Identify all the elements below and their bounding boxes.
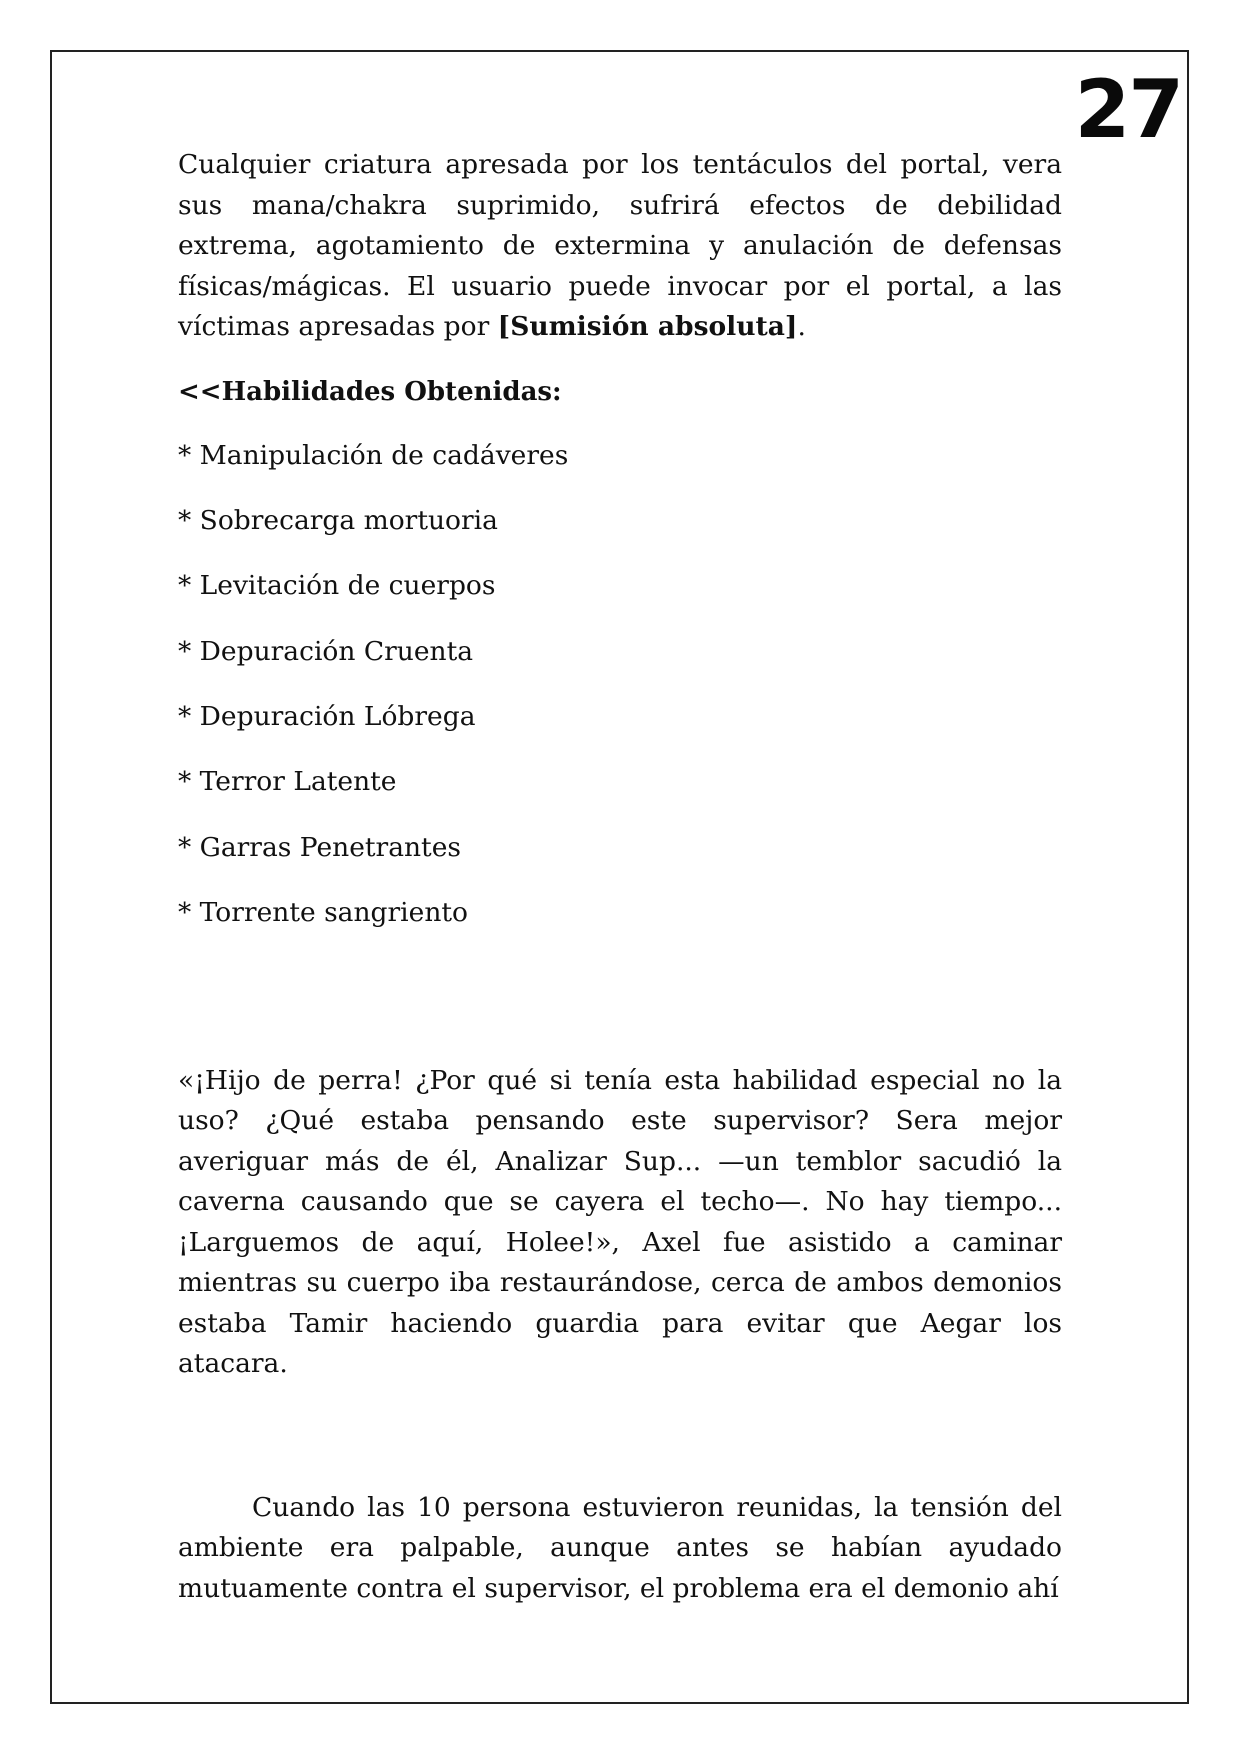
skill-item: * Garras Penetrantes: [178, 831, 461, 863]
skill-item: * Sobrecarga mortuoria: [178, 504, 498, 536]
skill-item: * Depuración Cruenta: [178, 635, 474, 667]
section-gap: [178, 959, 1062, 1061]
sumision-absoluta-term: [Sumisión absoluta]: [497, 311, 798, 342]
paragraph-dialogue: «¡Hijo de perra! ¿Por qué si tenía esta habilidad especial no la uso? ¿Qué estaba pensando este supervisor? Sera mejor averiguar más de él, Analizar Sup... —un temblor sacudió la caverna causando que se cayera el techo—. No hay tiempo... ¡Larguemos de aquí, Holee!», Axel fue asistido a caminar mientras su cuerpo iba restaurándose, cerca de ambos demonios estaba Tamir haciendo guardia para evitar que Aegar los atacara.: [178, 1064, 1062, 1380]
paragraph-portal-effects: [178, 145, 1062, 348]
skill-item: * Torrente sangriento: [178, 897, 469, 929]
paragraph-portal-effects-end: .: [797, 311, 806, 342]
paragraph-portal-effects-text: Cualquier criatura apresada por los tentáculos del portal, vera sus mana/chakra suprimido, sufrirá efectos de debilidad extrema, agotamiento de extermina y anulación de defensas físicas/mágicas. El usuario puede invocar por el portal, a las víctimas apresadas por: [178, 149, 1062, 342]
skills-heading: <<Habilidades Obtenidas:: [178, 376, 562, 407]
skill-item: * Manipulación de cadáveres: [178, 439, 569, 471]
section-gap: [178, 1385, 1062, 1488]
skills-list: [178, 436, 1062, 934]
skill-item: * Depuración Lóbrega: [178, 701, 476, 733]
page-number: 27: [1074, 63, 1182, 156]
skill-item: * Terror Latente: [178, 766, 397, 798]
page-content: [178, 145, 1062, 1609]
paragraph-reunion: Cuando las 10 persona estuvieron reunidas, la tensión del ambiente era palpable, aunque antes se habían ayudado mutuamente contra el supervisor, el problema era el demonio ahí: [178, 1491, 1062, 1604]
skill-item: * Levitación de cuerpos: [178, 570, 496, 602]
